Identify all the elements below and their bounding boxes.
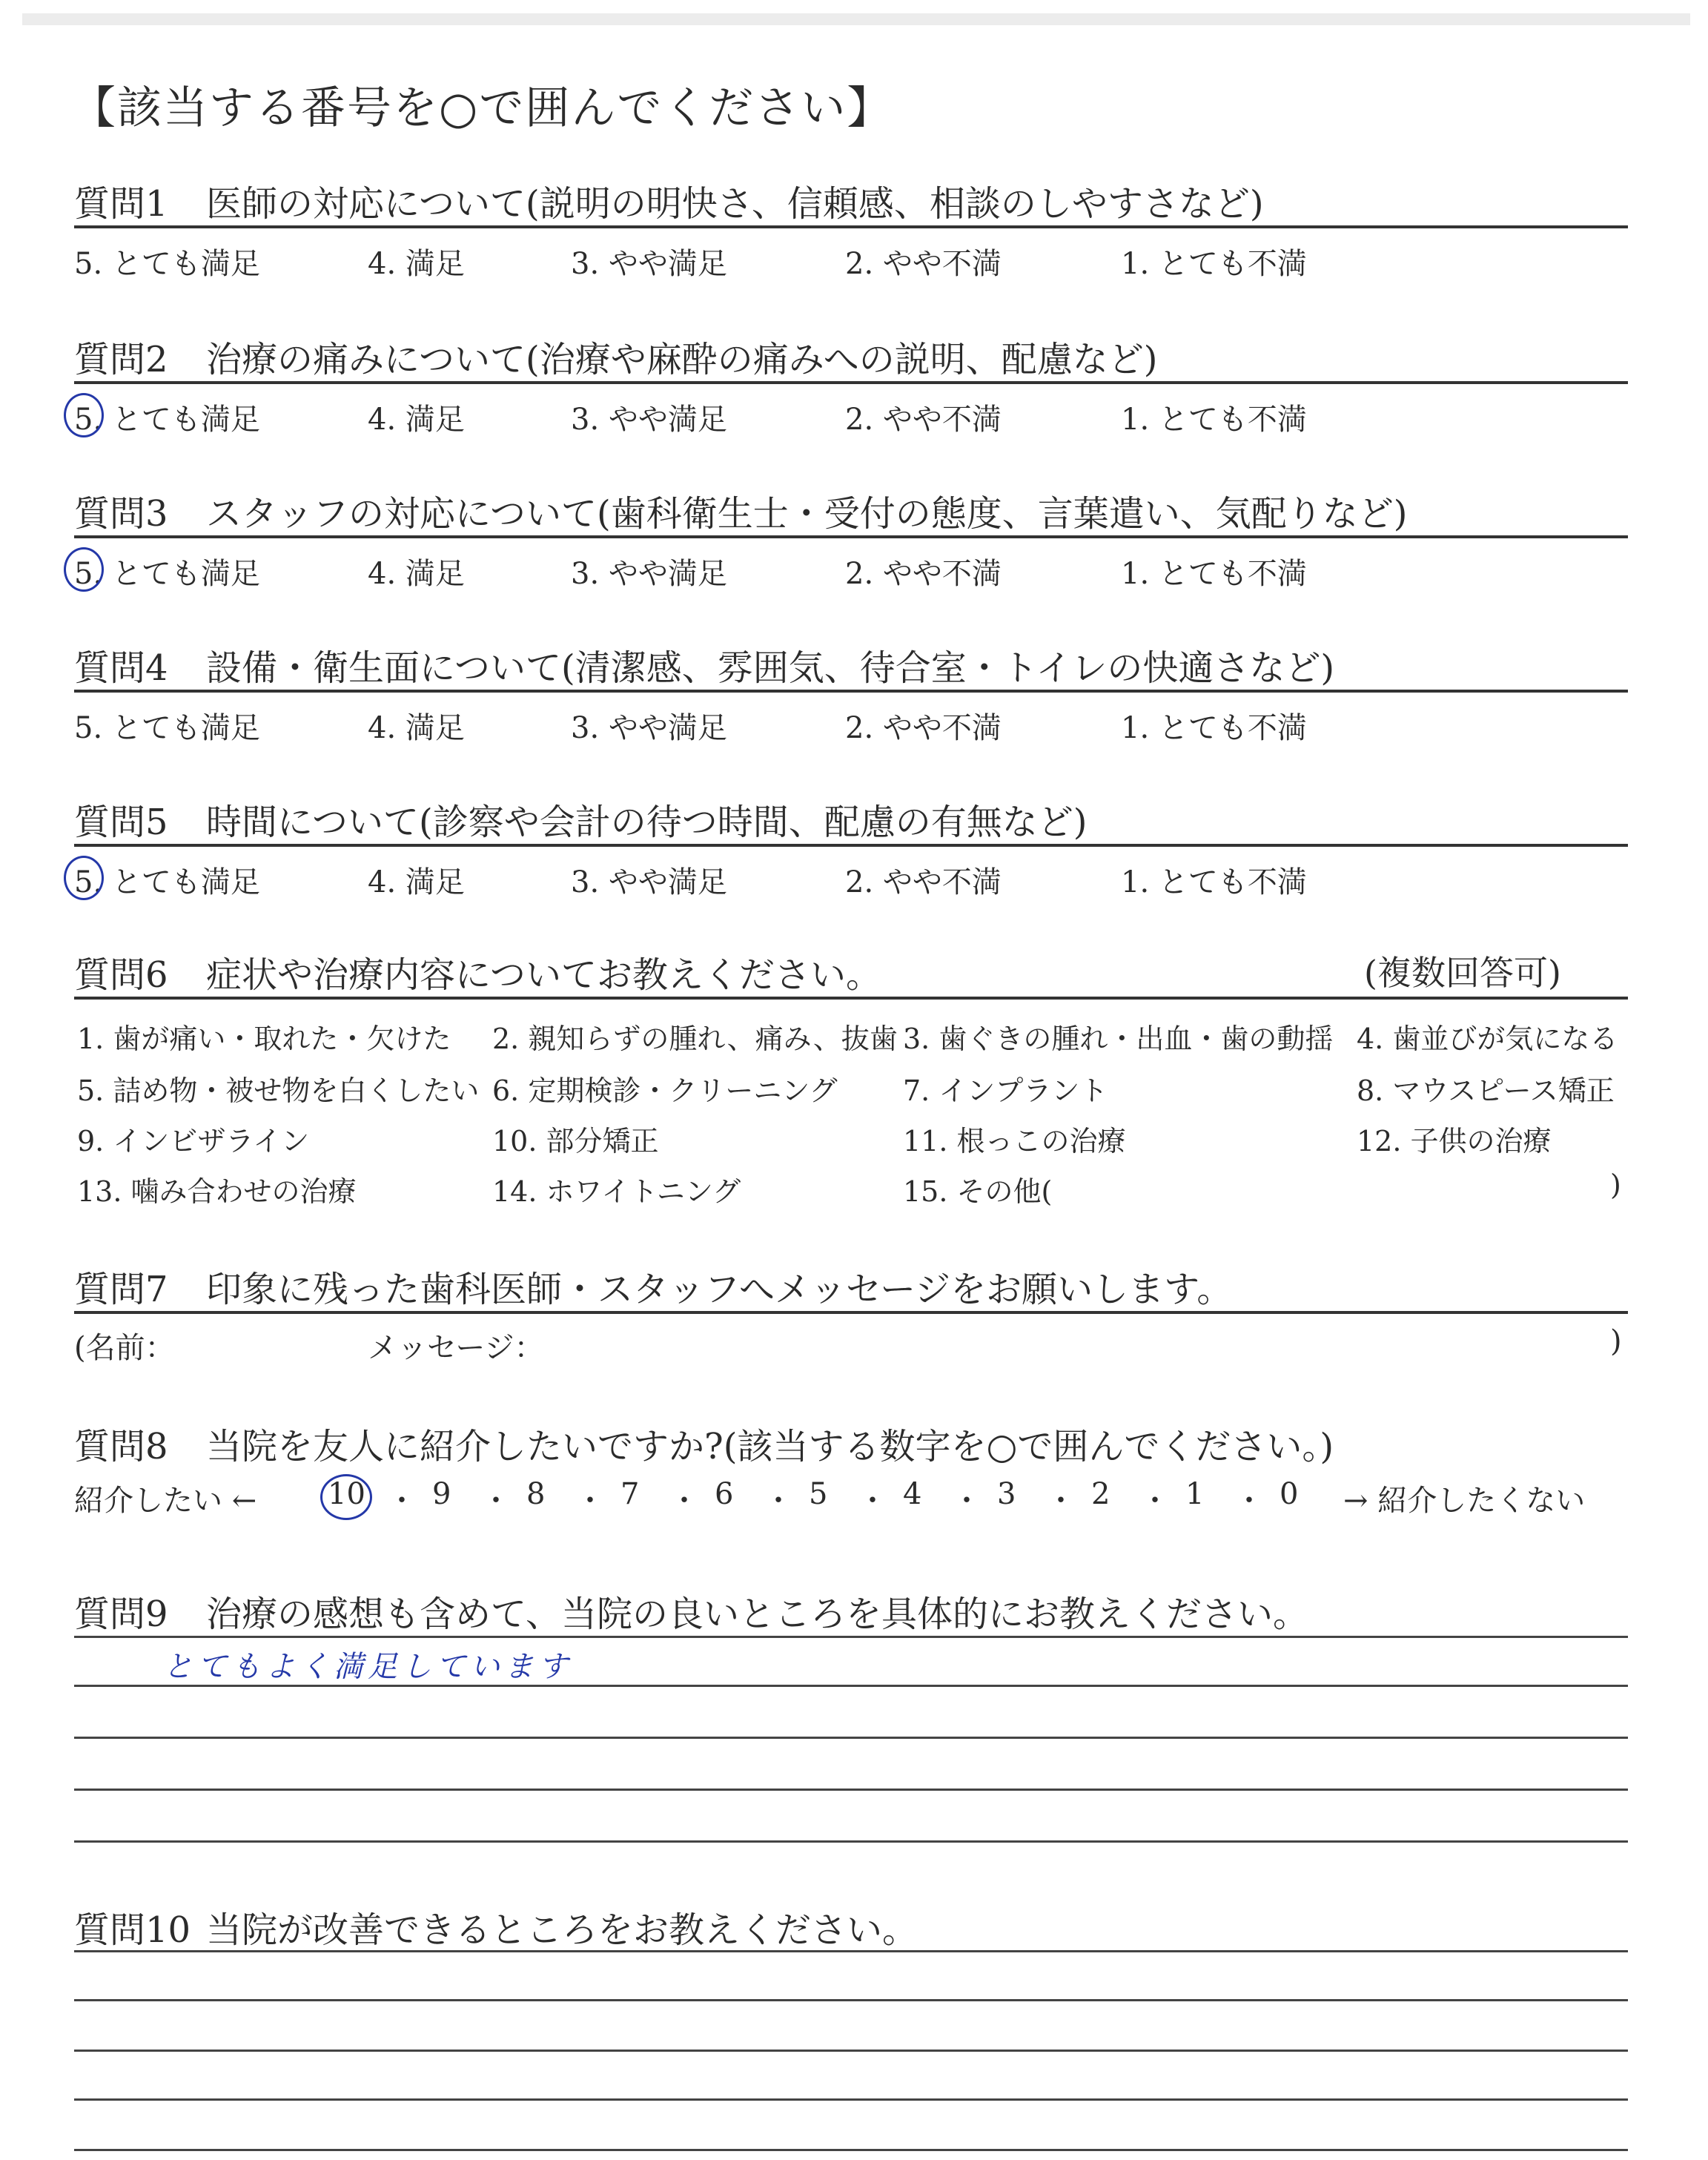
q6-option[interactable]: 2. 親知らずの腫れ、痛み、抜歯 bbox=[492, 1023, 898, 1055]
question-label: 質問1 bbox=[74, 183, 168, 225]
rating-option[interactable]: 4. 満足 bbox=[368, 865, 465, 899]
rating-option[interactable]: 1. とても不満 bbox=[1121, 865, 1307, 899]
rating-option[interactable]: 3. やや満足 bbox=[571, 865, 727, 899]
rating-option[interactable]: 2. やや不満 bbox=[845, 865, 1002, 899]
question-text: 当院が改善できるところをお教えください。 bbox=[206, 1909, 918, 1951]
q6-option[interactable]: 8. マウスピース矯正 bbox=[1357, 1074, 1615, 1107]
scale-value[interactable]: 4 bbox=[903, 1477, 922, 1511]
selected-circle-mark bbox=[320, 1474, 372, 1520]
question-6 bbox=[0, 946, 1708, 996]
question-5 bbox=[0, 793, 1708, 899]
answer-line bbox=[74, 2098, 1628, 2101]
q6-option[interactable]: 1. 歯が痛い・取れた・欠けた bbox=[77, 1023, 451, 1055]
scale-separator: ・ bbox=[387, 1484, 417, 1518]
rating-option[interactable]: 4. 満足 bbox=[368, 403, 465, 437]
scale-separator: ・ bbox=[669, 1484, 699, 1518]
rating-option[interactable]: 1. とても不満 bbox=[1121, 247, 1307, 281]
answer-line bbox=[74, 1999, 1628, 2001]
rating-option[interactable]: 4. 満足 bbox=[368, 247, 465, 281]
question-label: 質問8 bbox=[74, 1426, 168, 1467]
question-label: 質問4 bbox=[74, 647, 168, 689]
q6-option[interactable]: 10. 部分矯正 bbox=[492, 1125, 659, 1157]
answer-line bbox=[74, 1737, 1628, 1739]
rating-option[interactable]: 5. とても満足 bbox=[74, 865, 260, 899]
scan-top-edge bbox=[22, 13, 1690, 25]
question-10 bbox=[0, 1901, 1708, 1951]
question-label: 質問3 bbox=[74, 493, 168, 535]
scale-separator: ・ bbox=[1046, 1484, 1076, 1518]
question-text: 治療の痛みについて(治療や麻酔の痛みへの説明、配慮など) bbox=[206, 339, 1158, 380]
scale-value[interactable]: 10 bbox=[328, 1477, 365, 1511]
question-1 bbox=[0, 175, 1708, 281]
multiple-answer-note: (複数回答可) bbox=[1364, 953, 1561, 993]
answer-line bbox=[74, 1685, 1628, 1687]
scale-value[interactable]: 5 bbox=[809, 1477, 828, 1511]
question-4 bbox=[0, 639, 1708, 745]
rating-option[interactable]: 5. とても満足 bbox=[74, 711, 260, 745]
selected-circle-mark bbox=[64, 547, 104, 592]
scale-separator: ・ bbox=[764, 1484, 793, 1518]
scale-separator: ・ bbox=[858, 1484, 887, 1518]
question-label: 質問10 bbox=[74, 1909, 191, 1951]
question-label: 質問6 bbox=[74, 954, 168, 996]
scale-value[interactable]: 0 bbox=[1280, 1477, 1299, 1511]
question-underline bbox=[74, 1311, 1628, 1314]
rating-option[interactable]: 1. とても不満 bbox=[1121, 557, 1307, 591]
handwritten-answer: とてもよく満足しています bbox=[163, 1650, 572, 1684]
close-paren: ) bbox=[1610, 1324, 1622, 1358]
question-underline bbox=[74, 844, 1628, 847]
scale-separator: ・ bbox=[575, 1484, 605, 1518]
question-text: 当院を友人に紹介したいですか?(該当する数字を○で囲んでください。) bbox=[206, 1426, 1334, 1467]
scale-value[interactable]: 1 bbox=[1185, 1477, 1205, 1511]
rating-option[interactable]: 2. やや不満 bbox=[845, 247, 1002, 281]
question-underline bbox=[74, 381, 1628, 384]
rating-option[interactable]: 2. やや不満 bbox=[845, 557, 1002, 591]
question-3 bbox=[0, 485, 1708, 591]
rating-option[interactable]: 3. やや満足 bbox=[571, 247, 727, 281]
rating-option[interactable]: 4. 満足 bbox=[368, 711, 465, 745]
question-text: 医師の対応について(説明の明快さ、信頼感、相談のしやすさなど) bbox=[206, 183, 1264, 225]
rating-option[interactable]: 3. やや満足 bbox=[571, 557, 727, 591]
question-underline bbox=[74, 535, 1628, 538]
answer-line bbox=[74, 1636, 1628, 1638]
q6-option[interactable]: 13. 噛み合わせの治療 bbox=[77, 1175, 357, 1208]
q6-option[interactable]: 14. ホワイトニング bbox=[492, 1175, 741, 1208]
answer-line bbox=[74, 1789, 1628, 1791]
rating-option[interactable]: 3. やや満足 bbox=[571, 403, 727, 437]
scale-value[interactable]: 6 bbox=[715, 1477, 734, 1511]
question-7 bbox=[0, 1261, 1708, 1310]
q6-option[interactable]: 12. 子供の治療 bbox=[1357, 1125, 1552, 1157]
answer-line bbox=[74, 1950, 1628, 1952]
question-text: 印象に残った歯科医師・スタッフへメッセージをお願いします。 bbox=[206, 1269, 1233, 1310]
name-label: (名前： bbox=[74, 1331, 175, 1365]
selected-circle-mark bbox=[64, 393, 104, 437]
scale-value[interactable]: 9 bbox=[432, 1477, 451, 1511]
question-underline bbox=[74, 225, 1628, 228]
answer-line bbox=[74, 1840, 1628, 1843]
scale-value[interactable]: 8 bbox=[526, 1477, 546, 1511]
q6-option[interactable]: 6. 定期検診・クリーニング bbox=[492, 1074, 838, 1107]
scale-value[interactable]: 2 bbox=[1091, 1477, 1110, 1511]
question-label: 質問9 bbox=[74, 1593, 168, 1635]
close-paren: ) bbox=[1610, 1169, 1621, 1201]
scale-separator: ・ bbox=[1140, 1484, 1170, 1518]
question-text: スタッフの対応について(歯科衛生士・受付の態度、言葉遣い、気配りなど) bbox=[206, 493, 1408, 535]
q6-option[interactable]: 5. 詰め物・被せ物を白くしたい bbox=[77, 1074, 480, 1107]
q6-option[interactable]: 15. その他( bbox=[903, 1175, 1053, 1208]
scale-separator: ・ bbox=[481, 1484, 511, 1518]
answer-line bbox=[74, 2149, 1628, 2151]
question-label: 質問7 bbox=[74, 1269, 168, 1310]
selected-circle-mark bbox=[64, 856, 104, 900]
message-label: メッセージ： bbox=[368, 1331, 544, 1365]
question-underline bbox=[74, 690, 1628, 693]
answer-line bbox=[74, 2050, 1628, 2052]
question-label: 質問5 bbox=[74, 802, 168, 843]
rating-option[interactable]: 1. とても不満 bbox=[1121, 403, 1307, 437]
q6-option[interactable]: 3. 歯ぐきの腫れ・出血・歯の動揺 bbox=[903, 1023, 1334, 1055]
scale-separator: ・ bbox=[1234, 1484, 1264, 1518]
recommend-right-label: → 紹介したくない bbox=[1343, 1484, 1586, 1518]
question-text: 治療の感想も含めて、当院の良いところを具体的にお教えください。 bbox=[206, 1593, 1309, 1635]
q6-option[interactable]: 9. インビザライン bbox=[77, 1125, 310, 1157]
rating-option[interactable]: 5. とても満足 bbox=[74, 247, 260, 281]
q6-option[interactable]: 11. 根っこの治療 bbox=[903, 1125, 1126, 1157]
recommend-left-label: 紹介したい ← bbox=[74, 1484, 257, 1518]
q6-option[interactable]: 7. インプラント bbox=[903, 1074, 1108, 1107]
scale-separator: ・ bbox=[952, 1484, 982, 1518]
rating-option[interactable]: 3. やや満足 bbox=[571, 711, 727, 745]
question-label: 質問2 bbox=[74, 339, 168, 380]
form-title: 【該当する番号を○で囲んでください】 bbox=[71, 82, 893, 134]
question-2 bbox=[0, 331, 1708, 437]
question-underline bbox=[74, 997, 1628, 1000]
rating-option[interactable]: 2. やや不満 bbox=[845, 711, 1002, 745]
scale-value[interactable]: 7 bbox=[620, 1477, 640, 1511]
question-8 bbox=[0, 1418, 1708, 1467]
q6-option[interactable]: 4. 歯並びが気になる bbox=[1357, 1023, 1618, 1055]
rating-option[interactable]: 5. とても満足 bbox=[74, 557, 260, 591]
question-9 bbox=[0, 1585, 1708, 1635]
question-text: 症状や治療内容についてお教えください。 bbox=[206, 954, 882, 996]
scale-value[interactable]: 3 bbox=[997, 1477, 1016, 1511]
question-text: 設備・衛生面について(清潔感、雰囲気、待合室・トイレの快適さなど) bbox=[206, 647, 1335, 689]
rating-option[interactable]: 1. とても不満 bbox=[1121, 711, 1307, 745]
rating-option[interactable]: 4. 満足 bbox=[368, 557, 465, 591]
rating-option[interactable]: 2. やや不満 bbox=[845, 403, 1002, 437]
rating-option[interactable]: 5. とても満足 bbox=[74, 403, 260, 437]
question-text: 時間について(診察や会計の待つ時間、配慮の有無など) bbox=[206, 802, 1088, 843]
